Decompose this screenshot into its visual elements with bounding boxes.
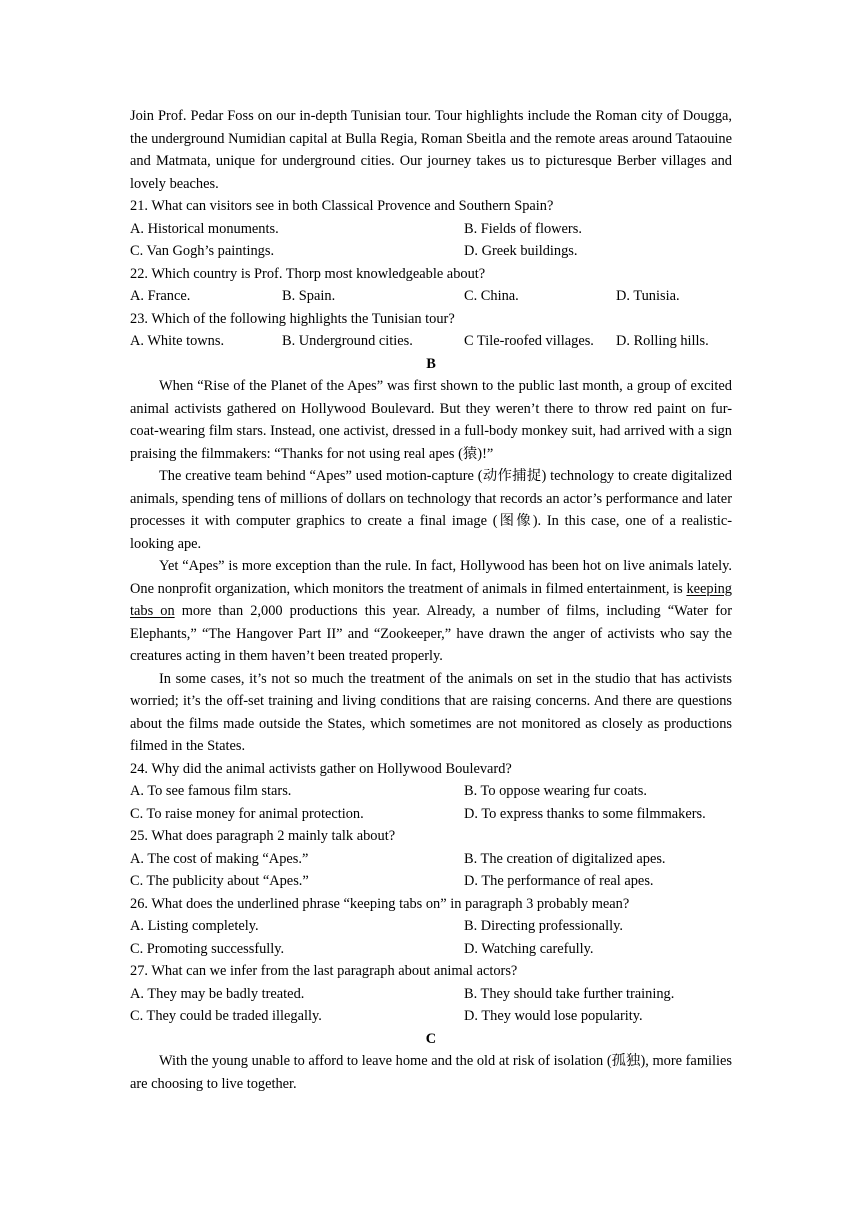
q27-options-row1 — [130, 983, 732, 1006]
q25-option-b[interactable]: B. The creation of digitalized apes. — [464, 850, 666, 867]
p3-text-after: more than 2,000 productions this year. Already, a number of films, including “Water for Elephants,” “The Hangover Part II” and “Zookeeper,” have drawn the anger of activists who say the creatures acting in them haven’t been treated properly. — [130, 603, 732, 664]
q25-option-a[interactable]: A. The cost of making “Apes.” — [130, 850, 309, 867]
q23-option-c[interactable]: C Tile-roofed villages. — [464, 333, 594, 349]
q21-option-d[interactable]: D. Greek buildings. — [464, 243, 578, 259]
q23-option-d[interactable]: D. Rolling hills. — [616, 333, 709, 349]
q22-option-b[interactable]: B. Spain. — [282, 288, 336, 304]
q22-options — [130, 285, 732, 308]
q25-option-c[interactable]: C. The publicity about “Apes.” — [130, 873, 309, 889]
tunisia-paragraph: Join Prof. Pedar Foss on our in-depth Tunisian tour. Tour highlights include the Roman city of Dougga, the underground Numidian capital at Bulla Regia, Roman Sbeitla and the remote areas around Tataouine and Matmata, unique for underground cities. Our journey takes us to picturesque Berber villages and lovely beaches. — [130, 108, 732, 192]
q26-option-d[interactable]: D. Watching carefully. — [464, 940, 594, 957]
question-22: 22. Which country is Prof. Thorp most knowledgeable about? — [130, 265, 486, 282]
q26-option-a[interactable]: A. Listing completely. — [130, 918, 259, 934]
q25-options-row1 — [130, 848, 732, 871]
question-21: 21. What can visitors see in both Classical Provence and Southern Spain? — [130, 198, 554, 214]
question-25: 25. What does paragraph 2 mainly talk about? — [130, 828, 396, 844]
q26-option-c[interactable]: C. Promoting successfully. — [130, 940, 285, 957]
section-b-heading: B — [426, 355, 436, 372]
q24-option-c[interactable]: C. To raise money for animal protection. — [130, 805, 364, 822]
q21-option-c[interactable]: C. Van Gogh’s paintings. — [130, 243, 275, 259]
section-b-paragraph-2: The creative team behind “Apes” used motion-capture (动作捕捉) technology to create digitalized animals, spending tens of millions of dollars on technology that records an actor’s performance and later processes it with computer graphics to create a final image (图像). In this case, one of a realistic-looking ape. — [130, 468, 732, 552]
q27-option-d[interactable]: D. They would lose popularity. — [464, 1008, 643, 1024]
q24-option-a[interactable]: A. To see famous film stars. — [130, 783, 292, 799]
p3-text-before: Yet “Apes” is more exception than the rule. In fact, Hollywood has been hot on live animals lately. One nonprofit organization, which monitors the treatment of animals in filmed entertainment, is — [130, 558, 732, 597]
q27-options-row2 — [130, 1005, 732, 1028]
section-c-heading: C — [425, 1030, 437, 1047]
q24-options-row2 — [130, 803, 732, 826]
q23-options — [130, 330, 732, 353]
q27-option-b[interactable]: B. They should take further training. — [464, 985, 675, 1002]
q26-options-row2 — [130, 938, 732, 961]
q24-option-d[interactable]: D. To express thanks to some filmmakers. — [464, 805, 706, 822]
q27-option-a[interactable]: A. They may be badly treated. — [130, 985, 305, 1002]
q21-options-row1 — [130, 218, 732, 241]
q21-options-row2 — [130, 240, 732, 263]
q22-option-a[interactable]: A. France. — [130, 288, 191, 304]
section-b-paragraph-1: When “Rise of the Planet of the Apes” was first shown to the public last month, a group of excited animal activists gathered on Hollywood Boulevard. But they weren’t there to throw red paint on fur-coat-wearing film stars. Instead, one activist, dressed in a full-body monkey suit, had arrived with a sign praising the filmmakers: “Thanks for not using real apes (猿)!” — [130, 378, 732, 462]
q25-options-row2 — [130, 870, 732, 893]
q26-option-b[interactable]: B. Directing professionally. — [464, 918, 623, 934]
underlined-phrase: keeping tabs on — [130, 580, 732, 619]
section-b-paragraph-4: In some cases, it’s not so much the treatment of the animals on set in the studio that has activists worried; it’s the off-set training and living conditions that are raising concerns. And there are questions about the films made outside the States, which sometimes are not monitored as closely as productions filmed in the States. — [130, 670, 732, 754]
q24-options-row1 — [130, 780, 732, 803]
question-27: 27. What can we infer from the last paragraph about animal actors? — [130, 963, 518, 979]
q21-option-b[interactable]: B. Fields of flowers. — [464, 220, 582, 237]
section-b-paragraph-3 — [130, 555, 732, 668]
exam-page — [130, 105, 732, 1095]
q23-option-b[interactable]: B. Underground cities. — [282, 333, 413, 349]
question-23: 23. Which of the following highlights the Tunisian tour? — [130, 310, 455, 327]
q23-option-a[interactable]: A. White towns. — [130, 333, 225, 349]
q24-option-b[interactable]: B. To oppose wearing fur coats. — [464, 783, 647, 799]
question-24: 24. Why did the animal activists gather on Hollywood Boulevard? — [130, 760, 512, 777]
q26-options-row1 — [130, 915, 732, 938]
section-c-paragraph-1: With the young unable to afford to leave home and the old at risk of isolation (孤独), more families are choosing to live together. — [130, 1053, 732, 1092]
q22-option-d[interactable]: D. Tunisia. — [616, 288, 680, 304]
q27-option-c[interactable]: C. They could be traded illegally. — [130, 1008, 322, 1024]
q25-option-d[interactable]: D. The performance of real apes. — [464, 873, 654, 889]
q22-option-c[interactable]: C. China. — [464, 288, 519, 304]
q21-option-a[interactable]: A. Historical monuments. — [130, 220, 279, 237]
question-26: 26. What does the underlined phrase “keeping tabs on” in paragraph 3 probably mean? — [130, 895, 630, 912]
